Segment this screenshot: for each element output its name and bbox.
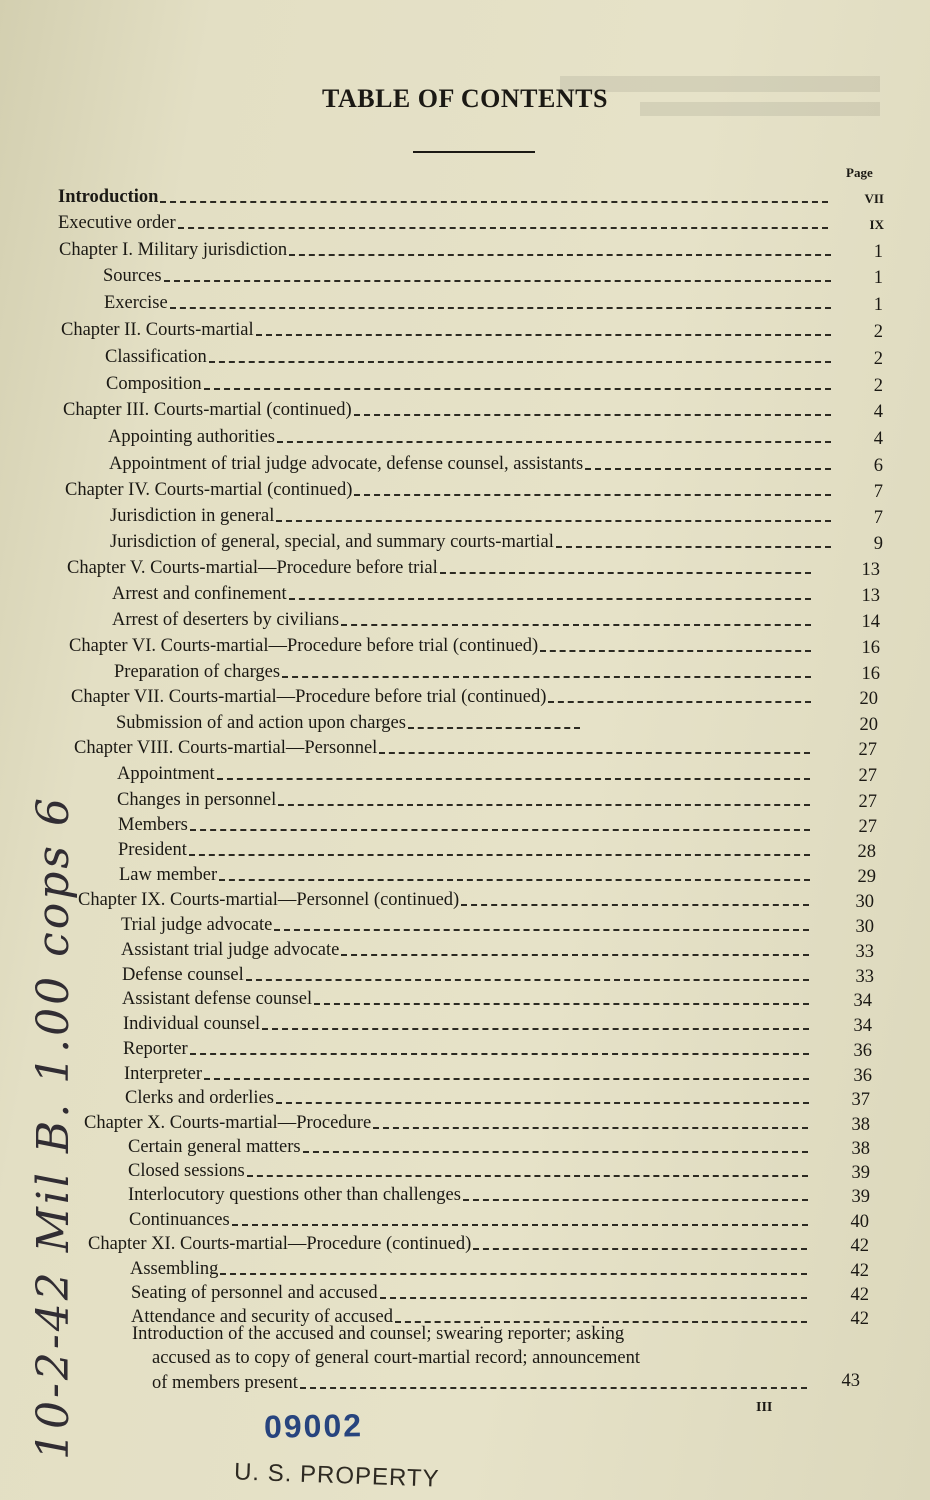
toc-page-number: 9 — [873, 534, 883, 554]
toc-entry[interactable] — [74, 735, 810, 759]
leader-dots — [220, 1273, 807, 1275]
leader-dots — [380, 1297, 807, 1299]
toc-entry-text: Individual counsel — [123, 1014, 261, 1034]
leader-dots — [303, 1151, 808, 1153]
toc-entry-text: Arrest of deserters by civilians — [112, 610, 340, 630]
toc-entry[interactable] — [123, 1011, 809, 1035]
toc-entry-text: of members present — [152, 1373, 298, 1393]
toc-page-number: 29 — [857, 867, 876, 887]
toc-entry-text: Chapter III. Courts-martial (continued) — [63, 400, 352, 420]
toc-entry-text: Jurisdiction in general — [110, 506, 275, 526]
leader-dots — [247, 1175, 808, 1177]
toc-page-number: 28 — [857, 842, 876, 862]
inventory-stamp-number: 09002 — [263, 1407, 364, 1445]
toc-page-number: 33 — [855, 967, 874, 987]
toc-entry-text: Interlocutory questions other than challenges — [128, 1185, 461, 1205]
toc-page-number: 39 — [851, 1187, 870, 1207]
toc-entry[interactable] — [128, 1158, 808, 1182]
toc-entry[interactable] — [78, 887, 809, 911]
toc-page-number: 6 — [873, 456, 883, 476]
toc-entry-text: Chapter VIII. Courts-martial—Personnel — [74, 738, 378, 758]
toc-page-number: 43 — [841, 1371, 860, 1391]
toc-page-number: 42 — [850, 1261, 869, 1281]
toc-entry-multiline-line: accused as to copy of general court-martial record; announcement — [152, 1348, 640, 1368]
toc-entry-text: Chapter V. Courts-martial—Procedure before trial — [67, 558, 438, 578]
leader-dots — [289, 254, 831, 256]
leader-dots — [373, 1127, 808, 1129]
toc-page-number: 27 — [858, 766, 877, 786]
leader-dots — [300, 1387, 807, 1389]
toc-entry[interactable] — [67, 555, 811, 579]
toc-entry-text: Attendance and security of accused — [131, 1307, 393, 1327]
toc-page-number: 42 — [850, 1285, 869, 1305]
toc-entry-multiline-line[interactable]: Introduction of the accused and counsel; swearing reporter; asking — [132, 1324, 625, 1344]
toc-entry[interactable] — [117, 787, 810, 811]
leader-dots — [160, 201, 828, 203]
toc-page-number: 7 — [873, 508, 883, 528]
toc-entry[interactable] — [63, 397, 831, 421]
toc-entry[interactable] — [108, 424, 831, 448]
leader-dots — [246, 979, 809, 981]
toc-entry-text: Jurisdiction of general, special, and summary courts-martial — [110, 532, 554, 552]
toc-page-number: 33 — [855, 942, 874, 962]
leader-dots — [209, 361, 831, 363]
toc-entry-text: Assembling — [130, 1259, 219, 1279]
toc-entry[interactable] — [121, 937, 809, 961]
toc-page-number: 34 — [853, 991, 872, 1011]
toc-entry-text: Certain general matters — [128, 1137, 301, 1157]
toc-entry-text: Appointment — [117, 764, 215, 784]
toc-entry-text: Executive order — [58, 213, 176, 233]
toc-entry-text: Assistant trial judge advocate — [121, 940, 340, 960]
toc-page-number: 7 — [873, 482, 883, 502]
toc-entry[interactable] — [110, 529, 831, 553]
toc-entry[interactable] — [128, 1182, 808, 1206]
toc-page-number: VII — [864, 191, 884, 206]
toc-page-number: 13 — [861, 586, 880, 606]
leader-dots — [540, 650, 811, 652]
toc-entry-text: Seating of personnel and accused — [131, 1283, 378, 1303]
toc-entry[interactable] — [61, 317, 831, 341]
toc-page-number: 27 — [858, 817, 877, 837]
toc-page-number: 13 — [861, 560, 880, 580]
handwritten-annotation: 10-2-42 Mil B. 1.00 cops 6 — [28, 795, 79, 1460]
toc-entry[interactable] — [122, 986, 809, 1010]
toc-page-number: 1 — [873, 242, 883, 262]
toc-page-number: 1 — [873, 268, 883, 288]
toc-entry[interactable] — [112, 607, 811, 631]
leader-dots — [282, 676, 811, 678]
toc-page-number: 20 — [859, 689, 878, 709]
toc-entry[interactable] — [104, 290, 831, 314]
toc-entry[interactable] — [123, 1036, 809, 1060]
page-column-header: Page — [846, 165, 873, 180]
toc-entry[interactable] — [131, 1280, 807, 1304]
toc-page-number: 20 — [859, 715, 878, 735]
toc-entry-text: Submission of and action upon charges — [116, 713, 406, 733]
toc-page-number: 36 — [853, 1066, 872, 1086]
leader-dots — [189, 854, 810, 856]
toc-entry[interactable] — [106, 371, 831, 395]
toc-page-number: 42 — [850, 1236, 869, 1256]
toc-page-number: 14 — [861, 612, 880, 632]
leader-dots — [548, 701, 811, 703]
leader-dots — [379, 752, 810, 754]
toc-entry-text: Chapter XI. Courts-martial—Procedure (continued) — [88, 1234, 472, 1254]
folio-page-number: III — [756, 1400, 773, 1415]
toc-entry[interactable] — [58, 184, 828, 208]
toc-entry[interactable] — [109, 451, 831, 475]
toc-page-number: 39 — [851, 1163, 870, 1183]
toc-entry[interactable] — [130, 1256, 807, 1280]
leader-dots — [274, 929, 809, 931]
toc-entry-text: Chapter IX. Courts-martial—Personnel (continued) — [78, 890, 460, 910]
leader-dots — [190, 1053, 809, 1055]
toc-entry[interactable] — [88, 1231, 807, 1255]
toc-entry[interactable] — [105, 344, 831, 368]
toc-entry[interactable] — [118, 837, 810, 861]
toc-entry-text: Changes in personnel — [117, 790, 277, 810]
leader-dots — [585, 468, 831, 470]
page-title: TABLE OF CONTENTS — [322, 84, 608, 113]
toc-entry[interactable] — [124, 1061, 809, 1085]
toc-page-number: IX — [869, 217, 884, 232]
toc-entry-text: Composition — [106, 374, 202, 394]
toc-entry[interactable] — [65, 477, 831, 501]
toc-page-number: 4 — [873, 429, 883, 449]
leader-dots — [262, 1028, 809, 1030]
leader-dots — [354, 494, 831, 496]
leader-dots — [289, 598, 811, 600]
toc-entry-text: Assistant defense counsel — [122, 989, 313, 1009]
toc-entry-text: President — [118, 840, 187, 860]
leader-dots — [276, 1102, 809, 1104]
toc-entry[interactable] — [112, 581, 811, 605]
toc-entry[interactable] — [69, 633, 811, 657]
toc-entry[interactable] — [114, 659, 811, 683]
toc-entry-text: Chapter II. Courts-martial — [61, 320, 254, 340]
leader-dots — [190, 829, 810, 831]
toc-entry-text: Sources — [103, 266, 162, 286]
leader-dots — [440, 572, 811, 574]
toc-page-number: 4 — [873, 402, 883, 422]
toc-entry-text: Chapter IV. Courts-martial (continued) — [65, 480, 353, 500]
toc-entry[interactable] — [152, 1370, 807, 1394]
toc-entry-text: Reporter — [123, 1039, 188, 1059]
toc-entry-text: Chapter VII. Courts-martial—Procedure before trial (continued) — [71, 687, 547, 707]
toc-entry[interactable] — [129, 1207, 808, 1231]
toc-entry-text: Members — [118, 815, 188, 835]
toc-page-number: 2 — [873, 376, 883, 396]
leader-dots — [232, 1224, 808, 1226]
toc-entry[interactable] — [71, 684, 811, 708]
toc-entry[interactable] — [119, 862, 810, 886]
toc-entry[interactable] — [59, 237, 831, 261]
toc-page-number: 16 — [861, 664, 880, 684]
toc-entry-text: Chapter X. Courts-martial—Procedure — [84, 1113, 372, 1133]
toc-entry-text: Interpreter — [124, 1064, 203, 1084]
leader-dots — [408, 727, 580, 729]
toc-page-number: 34 — [853, 1016, 872, 1036]
toc-entry-text: Continuances — [129, 1210, 230, 1230]
toc-entry[interactable] — [110, 503, 831, 527]
leader-dots — [341, 954, 809, 956]
toc-entry-text: Defense counsel — [122, 965, 244, 985]
leader-dots — [217, 778, 810, 780]
toc-page-number: 16 — [861, 638, 880, 658]
leader-dots — [170, 307, 831, 309]
toc-page-number: 37 — [851, 1090, 870, 1110]
toc-entry-text: Appointment of trial judge advocate, defense counsel, assistants — [109, 454, 584, 474]
leader-dots — [341, 624, 811, 626]
toc-page-number: 2 — [873, 322, 883, 342]
toc-entry[interactable] — [117, 761, 810, 785]
leader-dots — [178, 227, 828, 229]
toc-entry-text: Clerks and orderlies — [125, 1088, 274, 1108]
toc-entry[interactable] — [103, 263, 831, 287]
toc-entry-text: Law member — [119, 865, 218, 885]
leader-dots — [276, 520, 831, 522]
toc-page-number: 30 — [855, 917, 874, 937]
leader-dots — [461, 904, 809, 906]
leader-dots — [204, 388, 831, 390]
toc-entry-text: Appointing authorities — [108, 427, 275, 447]
leader-dots — [314, 1003, 809, 1005]
toc-entry-text: Chapter VI. Courts-martial—Procedure before trial (continued) — [69, 636, 539, 656]
leader-dots — [278, 804, 810, 806]
toc-page-number: 38 — [851, 1115, 870, 1135]
leader-dots — [219, 879, 810, 881]
toc-entry[interactable] — [118, 812, 810, 836]
property-stamp: U. S. PROPERTY — [233, 1458, 441, 1493]
toc-page-number: 38 — [851, 1139, 870, 1159]
leader-dots — [463, 1199, 808, 1201]
toc-page-number: 27 — [858, 792, 877, 812]
toc-entry-text: Introduction — [58, 187, 159, 207]
toc-page-number: 2 — [873, 349, 883, 369]
toc-entry[interactable] — [125, 1085, 809, 1109]
leader-dots — [204, 1078, 809, 1080]
toc-page-number: 42 — [850, 1309, 869, 1329]
toc-entry[interactable] — [116, 710, 580, 734]
toc-page-number: 30 — [855, 892, 874, 912]
toc-page-number: 36 — [853, 1041, 872, 1061]
leader-dots — [164, 280, 831, 282]
toc-page-number: 40 — [850, 1212, 869, 1232]
toc-entry[interactable] — [84, 1110, 808, 1134]
toc-entry-text: Preparation of charges — [114, 662, 281, 682]
toc-entry[interactable] — [121, 912, 809, 936]
toc-entry-text: Chapter I. Military jurisdiction — [59, 240, 288, 260]
toc-entry-text: Trial judge advocate — [121, 915, 273, 935]
toc-entry[interactable] — [122, 962, 809, 986]
toc-entry[interactable] — [128, 1134, 808, 1158]
leader-dots — [354, 414, 831, 416]
leader-dots — [473, 1248, 807, 1250]
leader-dots — [556, 546, 831, 548]
leader-dots — [277, 441, 831, 443]
toc-entry-text: Arrest and confinement — [112, 584, 287, 604]
toc-entry[interactable] — [58, 210, 828, 234]
leader-dots — [256, 334, 831, 336]
toc-page-number: 1 — [873, 295, 883, 315]
toc-entry-text: Exercise — [104, 293, 168, 313]
toc-page-number: 27 — [858, 740, 877, 760]
toc-entry-text: Classification — [105, 347, 207, 367]
toc-entry-text: Closed sessions — [128, 1161, 245, 1181]
